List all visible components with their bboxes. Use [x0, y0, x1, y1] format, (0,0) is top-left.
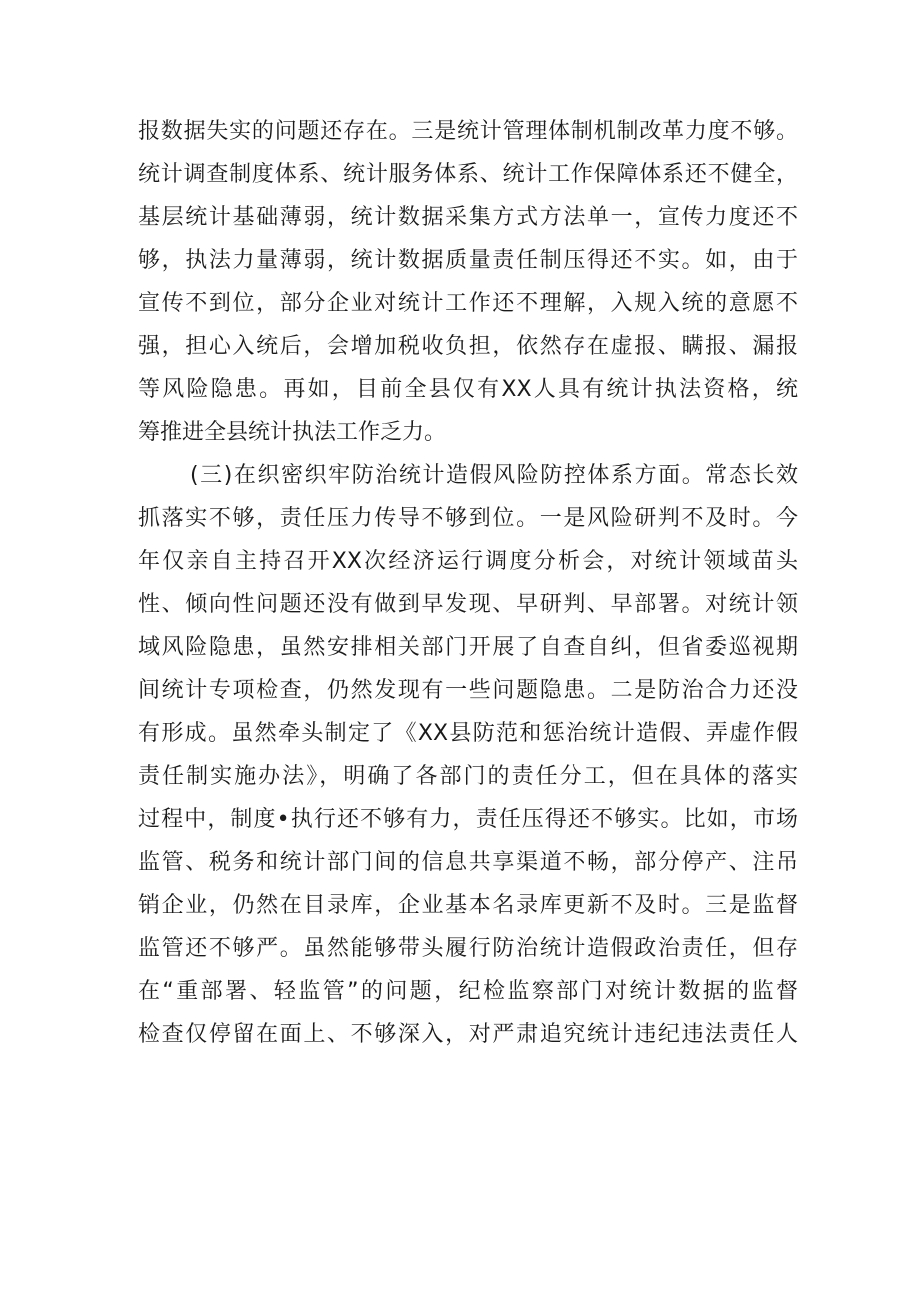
- text-line: 间统计专项检查，仍然发现有一些问题隐患。二是防治合力还没: [138, 678, 798, 703]
- text-line: 监管还不够严。虽然能够带头履行防治统计造假政治责任，但存: [138, 936, 798, 961]
- text-line: 基层统计基础薄弱，统计数据采集方式方法单一，宣传力度还不: [138, 205, 798, 230]
- paragraph-end-line: 筹推进全县统计执法工作乏力。: [138, 420, 447, 445]
- text-line: 年仅亲自主持召开XX次经济运行调度分析会，对统计领域苗头: [138, 549, 798, 574]
- text-line: 在“重部署、轻监管”的问题，纪检监察部门对统计数据的监督: [138, 979, 798, 1004]
- text-line: 监管、税务和统计部门间的信息共享渠道不畅，部分停产、注吊: [138, 850, 798, 875]
- text-line: 抓落实不够，责任压力传导不够到位。一是风险研判不及时。今: [138, 506, 798, 531]
- text-line: 报数据失实的问题还存在。三是统计管理体制机制改革力度不够。: [138, 119, 798, 144]
- text-line: 检查仅停留在面上、不够深入，对严肃追究统计违纪违法责任人: [138, 1022, 798, 1047]
- text-line: 够，执法力量薄弱，统计数据质量责任制压得还不实。如，由于: [138, 248, 798, 273]
- text-line: 销企业，仍然在目录库，企业基本名录库更新不及时。三是监督: [138, 893, 798, 918]
- section-heading-line: (三)在织密织牢防治统计造假风险防控体系方面。常态长效: [190, 463, 798, 488]
- text-line: 强，担心入统后，会增加税收负担，依然存在虚报、瞒报、漏报: [138, 334, 798, 359]
- text-line: 域风险隐患，虽然安排相关部门开展了自查自纠，但省委巡视期: [138, 635, 798, 660]
- text-line: 过程中，制度•执行还不够有力，责任压得还不够实。比如，市场: [138, 807, 798, 832]
- text-line: 统计调查制度体系、统计服务体系、统计工作保障体系还不健全，: [138, 162, 798, 187]
- text-line: 责任制实施办法》，明确了各部门的责任分工，但在具体的落实: [138, 764, 798, 789]
- text-line: 宣传不到位，部分企业对统计工作还不理解，入规入统的意愿不: [138, 291, 798, 316]
- text-line: 有形成。虽然牵头制定了《XX县防范和惩治统计造假、弄虚作假: [138, 721, 798, 746]
- text-line: 性、倾向性问题还没有做到早发现、早研判、早部署。对统计领: [138, 592, 798, 617]
- document-body: [138, 110, 798, 1056]
- text-line: 等风险隐患。再如，目前全县仅有XX人具有统计执法资格，统: [138, 377, 798, 402]
